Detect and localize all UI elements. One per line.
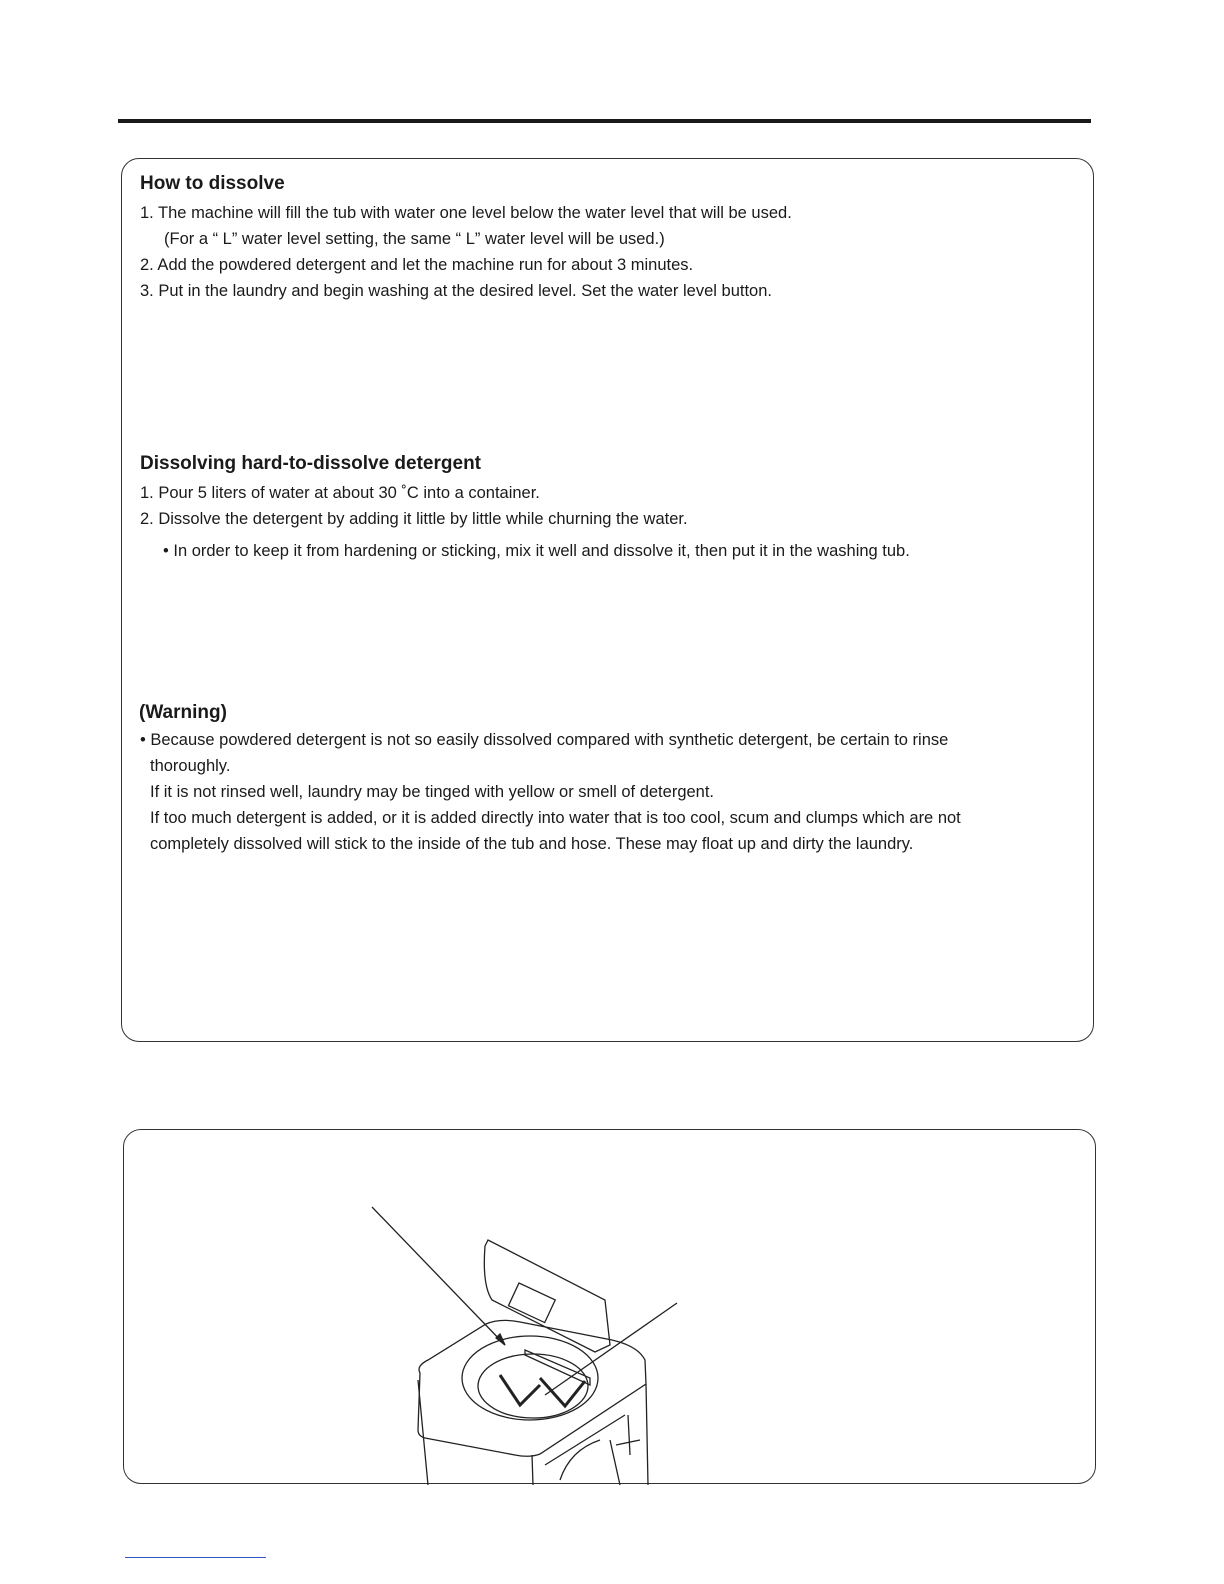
how-to-dissolve-heading: How to dissolve xyxy=(140,173,285,194)
warning-text: thoroughly. xyxy=(150,757,231,775)
bullet-text: • In order to keep it from hardening or sticking, mix it well and dissolve it, then put it in the washing tub. xyxy=(163,542,910,560)
warning-text: • Because powdered detergent is not so easily dissolved compared with synthetic detergent, be certain to rinse xyxy=(140,731,949,749)
hard-to-dissolve-heading: Dissolving hard-to-dissolve detergent xyxy=(140,453,481,474)
warning-text: If it is not rinsed well, laundry may be tinged with yellow or smell of detergent. xyxy=(150,783,715,801)
warning-text: If too much detergent is added, or it is added directly into water that is too cool, scum and clumps which are not xyxy=(150,809,961,827)
step-text: 3. Put in the laundry and begin washing at the desired level. Set the water level button. xyxy=(140,282,772,300)
footer-link-underline xyxy=(125,1557,266,1558)
warning-text: completely dissolved will stick to the inside of the tub and hose. These may float up and dirty the laundry. xyxy=(150,835,914,853)
step-text: 1. Pour 5 liters of water at about 30 ˚C into a container. xyxy=(140,484,540,502)
step-text: 1. The machine will fill the tub with water one level below the water level that will be used. xyxy=(140,204,792,222)
warning-heading: (Warning) xyxy=(139,702,227,723)
step-text: 2. Dissolve the detergent by adding it little by little while churning the water. xyxy=(140,510,688,528)
step-text: 2. Add the powdered detergent and let the machine run for about 3 minutes. xyxy=(140,256,694,274)
step-text: (For a “ L” water level setting, the same “ L” water level will be used.) xyxy=(164,230,665,248)
